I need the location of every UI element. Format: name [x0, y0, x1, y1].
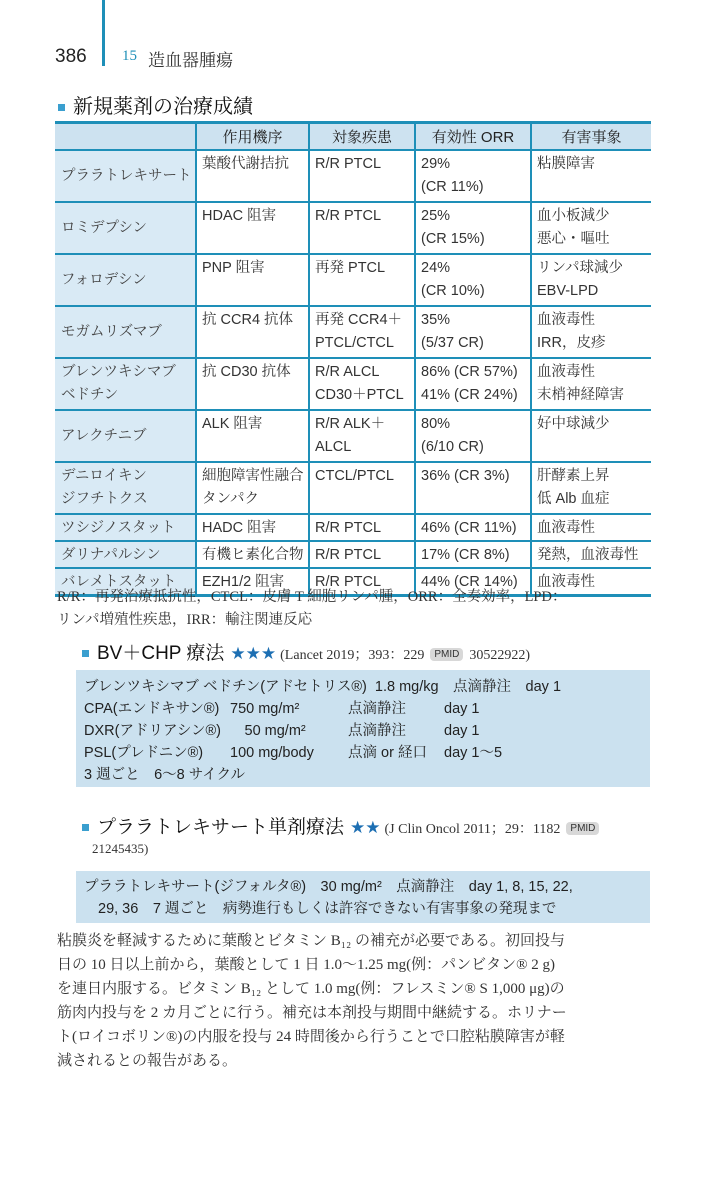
table-row: [55, 462, 651, 514]
regimen-line: [84, 698, 650, 720]
cell-text: 再発 PTCL: [315, 260, 386, 276]
cell-text: デニロイキン: [61, 468, 147, 484]
cell-text: ジフチトクス: [61, 491, 148, 507]
cell-adverse: [531, 254, 651, 306]
cell-adverse: [531, 541, 651, 568]
cell-mechanism: [196, 358, 309, 410]
cell-drug: [55, 462, 196, 514]
cell-text: 17% (CR 8%): [421, 547, 510, 563]
regimen-cycle: [84, 764, 650, 786]
cell-text: PTCL/CTCL: [315, 335, 394, 351]
column-header: 有害事象: [531, 123, 651, 151]
drug-route: 点滴 or 経口: [348, 745, 427, 761]
paragraph-line: 減されるとの報告がある。: [57, 1053, 238, 1069]
cell-text: ALK 阻害: [202, 416, 263, 432]
cell-text: ベドチン: [61, 387, 119, 403]
cell-target: [309, 202, 415, 254]
cell-text: R/R ALK＋: [315, 416, 386, 432]
cell-text: プララトレキサート: [61, 167, 192, 184]
drug-name: DXR(アドリアシン®): [84, 723, 222, 739]
regimen-line: [84, 742, 650, 764]
citation: (J Clin Oncol 2011；29：1182: [384, 822, 561, 837]
cell-text: (CR 15%): [421, 231, 485, 247]
cell-text: (CR 11%): [421, 179, 484, 195]
cell-text: R/R PTCL: [315, 574, 382, 590]
column-header: 有効性 ORR: [415, 123, 531, 151]
footnote-line: R/R：再発治療抵抗性，CTCL：皮膚 T 細胞リンパ腫，ORR：全奏効率，LPD：: [57, 589, 567, 605]
cell-text: モガムリズマブ: [61, 323, 162, 340]
column-header: 作用機序: [196, 123, 309, 151]
cell-text: 好中球減少: [537, 416, 610, 432]
regimen-box-bv-chp: [76, 670, 650, 787]
cell-orr: [415, 514, 531, 541]
drug-day: day 1〜5: [444, 745, 503, 761]
cell-target: [309, 541, 415, 568]
cell-drug: [55, 410, 196, 462]
cell-adverse: [531, 462, 651, 514]
cell-text: バレメトスタット: [61, 574, 177, 590]
cell-target: [309, 410, 415, 462]
body-paragraph: [57, 929, 653, 1073]
chapter-title: 造血器腫瘍: [148, 51, 233, 70]
cell-text: 36% (CR 3%): [421, 468, 510, 484]
cell-text: 粘膜障害: [537, 156, 595, 172]
cell-text: 肝酵素上昇: [537, 468, 610, 484]
column-header: 対象疾患: [309, 123, 415, 151]
column-header: [55, 123, 196, 151]
paragraph-line: 粘膜炎を軽減するために葉酸とビタミン B₁₂ の補充が必要である。初回投与: [57, 933, 565, 949]
cell-text: IRR，皮疹: [537, 335, 606, 351]
cell-text: (5/37 CR): [421, 335, 484, 351]
cell-text: EBV-LPD: [537, 283, 599, 299]
cell-text: 再発 CCR4＋: [315, 312, 403, 328]
cell-target: [309, 254, 415, 306]
pmid-badge: PMID: [566, 822, 599, 835]
cell-target: [309, 306, 415, 358]
pmid-badge: PMID: [430, 648, 463, 661]
cell-text: 25%: [421, 208, 451, 224]
section-title: 新規薬剤の治療成績: [73, 96, 253, 118]
cell-mechanism: [196, 254, 309, 306]
cell-drug: [55, 150, 196, 202]
cell-mechanism: [196, 306, 309, 358]
cell-drug: [55, 254, 196, 306]
table-row: [55, 202, 651, 254]
drug-name: CPA(エンドキサン®): [84, 701, 220, 717]
cell-text: 末梢神経障害: [537, 387, 624, 403]
cell-mechanism: [196, 150, 309, 202]
cell-text: 80%: [421, 416, 451, 432]
paragraph-line: を連日内服する。ビタミン B₁₂ として 1.0 mg(例：フレスミン® S 1,000 μg)の: [57, 981, 565, 997]
regimen-heading-bv-chp: [82, 638, 530, 665]
cell-mechanism: [196, 541, 309, 568]
cell-drug: [55, 514, 196, 541]
square-bullet-icon: [82, 650, 89, 657]
table-row: [55, 410, 651, 462]
cell-text: 41% (CR 24%): [421, 387, 518, 403]
cell-text: R/R PTCL: [315, 547, 382, 563]
cell-drug: [55, 202, 196, 254]
regimen-line: 29, 36 7 週ごと 病勢進行もしくは許容できない有害事象の発現まで: [98, 901, 557, 917]
cell-target: [309, 462, 415, 514]
pmid-number[interactable]: 30522922): [469, 648, 531, 663]
square-bullet-icon: [82, 824, 89, 831]
table-row: [55, 514, 651, 541]
table-row: [55, 254, 651, 306]
regimen-title: プララトレキサート単剤療法: [97, 817, 345, 838]
cell-text: アレクチニブ: [61, 427, 147, 444]
cell-text: 35%: [421, 312, 451, 328]
cell-text: 44% (CR 14%): [421, 574, 518, 590]
square-bullet-icon: [58, 104, 65, 111]
cell-text: ダリナパルシン: [61, 547, 161, 563]
citation: (Lancet 2019；393：229: [280, 648, 425, 663]
footnote-line: リンパ増殖性疾患，IRR：輸注関連反応: [57, 612, 313, 628]
cell-text: ブレンツキシマブ: [61, 364, 176, 380]
table-row: [55, 358, 651, 410]
page-number: 386: [55, 46, 87, 67]
paragraph-line: 日の 10 日以上前から，葉酸として 1 日 1.0〜1.25 mg(例：パンビタン® 2 g): [57, 957, 556, 973]
cell-adverse: [531, 514, 651, 541]
regimen-drug-line: ブレンツキシマブ ベドチン(アドセトリス®) 1.8 mg/kg 点滴静注 day 1: [84, 679, 562, 695]
cell-orr: [415, 462, 531, 514]
cell-text: PNP 阻害: [202, 260, 265, 276]
drug-dose: 50 mg/m²: [230, 723, 306, 739]
chapter-number: 15: [122, 48, 137, 64]
cell-mechanism: [196, 514, 309, 541]
cell-text: 血液毒性: [537, 364, 595, 380]
regimen-box-pralatrexate: [76, 871, 650, 923]
cell-text: 血小板減少: [537, 208, 610, 224]
cell-adverse: [531, 306, 651, 358]
cell-text: 抗 CD30 抗体: [202, 364, 291, 380]
cell-mechanism: [196, 462, 309, 514]
cycle-text: 3 週ごと 6〜8 サイクル: [84, 767, 246, 783]
cell-target: [309, 514, 415, 541]
drug-dose: 100 mg/body: [230, 745, 314, 761]
drug-route: 点滴静注: [348, 701, 406, 717]
cell-text: 有機ヒ素化合物: [202, 547, 304, 563]
regimen-line: プララトレキサート(ジフォルタ®) 30 mg/m² 点滴静注 day 1, 8, 15, 22,: [84, 879, 573, 895]
cell-orr: [415, 150, 531, 202]
drug-route: 点滴静注: [348, 723, 406, 739]
table-row: [55, 306, 651, 358]
cell-text: 46% (CR 11%): [421, 520, 517, 536]
drug-day: day 1: [444, 701, 480, 717]
cell-text: HDAC 阻害: [202, 208, 277, 224]
cell-orr: [415, 541, 531, 568]
cell-drug: [55, 306, 196, 358]
cell-orr: [415, 410, 531, 462]
cell-orr: [415, 254, 531, 306]
results-table: [55, 121, 651, 597]
table-header-row: [55, 123, 651, 151]
cell-adverse: [531, 150, 651, 202]
cell-text: CD30＋PTCL: [315, 387, 404, 403]
cell-text: ツシジノスタット: [61, 520, 176, 536]
section-heading: [58, 90, 253, 119]
cell-text: 24%: [421, 260, 451, 276]
regimen-line: [84, 720, 650, 742]
table-row: [55, 541, 651, 568]
cell-target: [309, 358, 415, 410]
regimen-title: BV＋CHP 療法: [97, 643, 225, 664]
drug-name: PSL(プレドニン®): [84, 745, 204, 761]
cell-text: ロミデプシン: [61, 219, 148, 236]
cell-text: CTCL/PTCL: [315, 468, 394, 484]
table-row: [55, 150, 651, 202]
rating-stars: ★★: [350, 818, 381, 837]
cell-text: R/R PTCL: [315, 156, 382, 172]
cell-text: 血液毒性: [537, 574, 595, 590]
cell-text: R/R PTCL: [315, 208, 382, 224]
rating-stars: ★★★: [230, 644, 277, 663]
cell-adverse: [531, 410, 651, 462]
drug-day: day 1: [444, 723, 480, 739]
paragraph-line: 筋肉内投与を 2 カ月ごとに行う。補充は本剤投与期間中継続する。ホリナー: [57, 1005, 567, 1021]
cell-adverse: [531, 358, 651, 410]
header-divider: [102, 0, 105, 66]
regimen-heading-pralatrexate: [82, 812, 605, 839]
cell-text: 29%: [421, 156, 451, 172]
cell-text: (6/10 CR): [421, 439, 484, 455]
cell-adverse: [531, 202, 651, 254]
cell-mechanism: [196, 202, 309, 254]
cell-orr: [415, 306, 531, 358]
regimen-line: [84, 676, 650, 698]
cell-orr: [415, 202, 531, 254]
cell-text: 細胞障害性融合: [202, 468, 304, 484]
cell-text: フォロデシン: [61, 271, 147, 288]
cell-text: 血液毒性: [537, 312, 595, 328]
cell-text: 抗 CCR4 抗体: [202, 312, 294, 328]
cell-text: 低 Alb 血症: [537, 491, 610, 507]
cell-text: 血液毒性: [537, 520, 595, 536]
cell-text: 悪心・嘔吐: [537, 231, 610, 247]
cell-text: EZH1/2 阻害: [202, 574, 285, 590]
cell-text: HADC 阻害: [202, 520, 277, 536]
cell-text: タンパク: [202, 491, 259, 507]
cell-drug: [55, 358, 196, 410]
table-footnote: [57, 586, 566, 632]
cell-text: 86% (CR 57%): [421, 364, 518, 380]
cell-text: 発熱，血液毒性: [537, 547, 639, 563]
cell-text: R/R ALCL: [315, 364, 380, 380]
cell-target: [309, 150, 415, 202]
cell-orr: [415, 358, 531, 410]
drug-dose: 750 mg/m²: [230, 701, 300, 717]
cell-text: 葉酸代謝拮抗: [202, 156, 289, 172]
cell-text: ALCL: [315, 439, 352, 455]
paragraph-line: ト(ロイコボリン®)の内服を投与 24 時間後から行うことで口腔粘膜障害が軽: [57, 1029, 565, 1045]
cell-text: リンパ球減少: [537, 260, 623, 276]
cell-mechanism: [196, 410, 309, 462]
cell-text: (CR 10%): [421, 283, 485, 299]
pmid-number[interactable]: 21245435): [92, 841, 149, 856]
cell-drug: [55, 541, 196, 568]
cell-text: R/R PTCL: [315, 520, 382, 536]
